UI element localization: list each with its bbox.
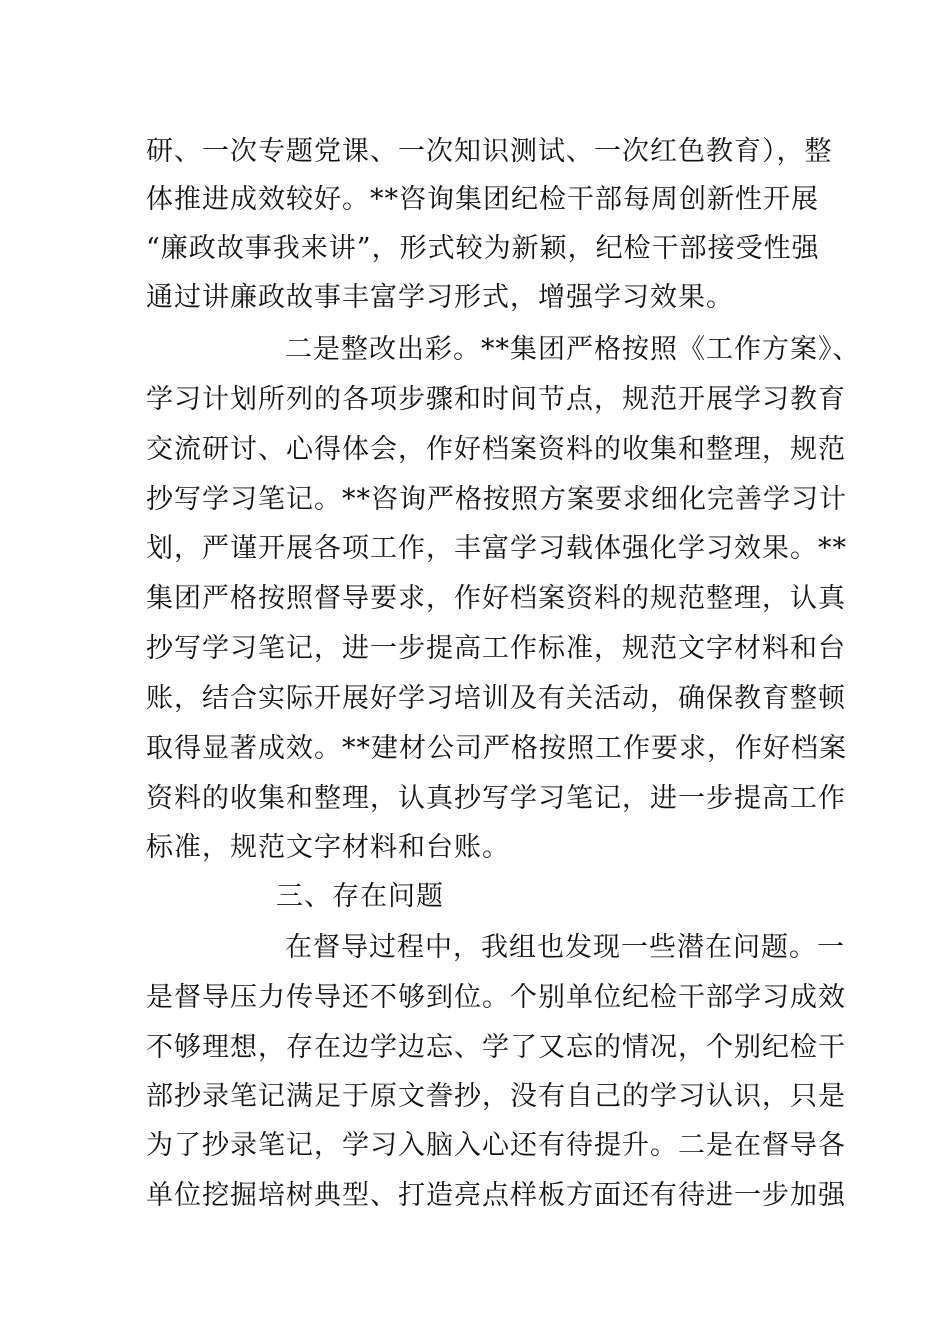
para-2-line-10: 资料的收集和整理，认真抄写学习笔记，进一步提高工作: [146, 783, 846, 814]
para-2-line-11: 标准，规范文字材料和台账。: [146, 832, 510, 863]
para-3-line-3: 不够理想，存在边学边忘、学了又忘的情况，个别纪检干: [146, 1032, 846, 1063]
para-3-line-6: 单位挖掘培树典型、打造亮点样板方面还有待进一步加强: [146, 1180, 846, 1211]
para-2-line-1: 二是整改出彩。**集团严格按照《工作方案》、: [285, 334, 861, 365]
para-2-line-4: 抄写学习笔记。**咨询严格按照方案要求细化完善学习计: [146, 484, 847, 515]
para-1-line-4: 通过讲廉政故事丰富学习形式，增强学习效果。: [146, 282, 734, 313]
para-2-line-3: 交流研讨、心得体会，作好档案资料的收集和整理，规范: [146, 434, 846, 465]
para-1-line-1: 研、一次专题党课、一次知识测试、一次红色教育），整: [146, 136, 833, 167]
para-1-line-3: “廉政故事我来讲”，形式较为新颖，纪检干部接受性强: [146, 233, 820, 264]
para-2-line-7: 抄写学习笔记，进一步提高工作标准，规范文字材料和台: [146, 633, 846, 664]
para-2-line-8: 账，结合实际开展好学习培训及有关活动，确保教育整顿: [146, 683, 846, 714]
para-3-line-4: 部抄录笔记满足于原文誊抄，没有自己的学习认识，只是: [146, 1081, 846, 1112]
para-3-line-5: 为了抄录笔记，学习入脑入心还有待提升。二是在督导各: [146, 1130, 846, 1161]
para-2-line-9: 取得显著成效。**建材公司严格按照工作要求，作好档案: [146, 733, 847, 764]
para-2-line-5: 划，严谨开展各项工作，丰富学习载体强化学习效果。**: [146, 533, 847, 564]
para-1-line-2: 体推进成效较好。**咨询集团纪检干部每周创新性开展: [146, 184, 819, 215]
para-3-line-2: 是督导压力传导还不够到位。个别单位纪检干部学习成效: [146, 982, 846, 1013]
para-2-line-6: 集团严格按照督导要求，作好档案资料的规范整理，认真: [146, 583, 846, 614]
para-3-line-1: 在督导过程中，我组也发现一些潜在问题。一: [285, 932, 845, 963]
para-2-line-2: 学习计划所列的各项步骤和时间节点，规范开展学习教育: [146, 384, 846, 415]
section-heading-existing-problems: 三、存在问题: [276, 881, 444, 912]
